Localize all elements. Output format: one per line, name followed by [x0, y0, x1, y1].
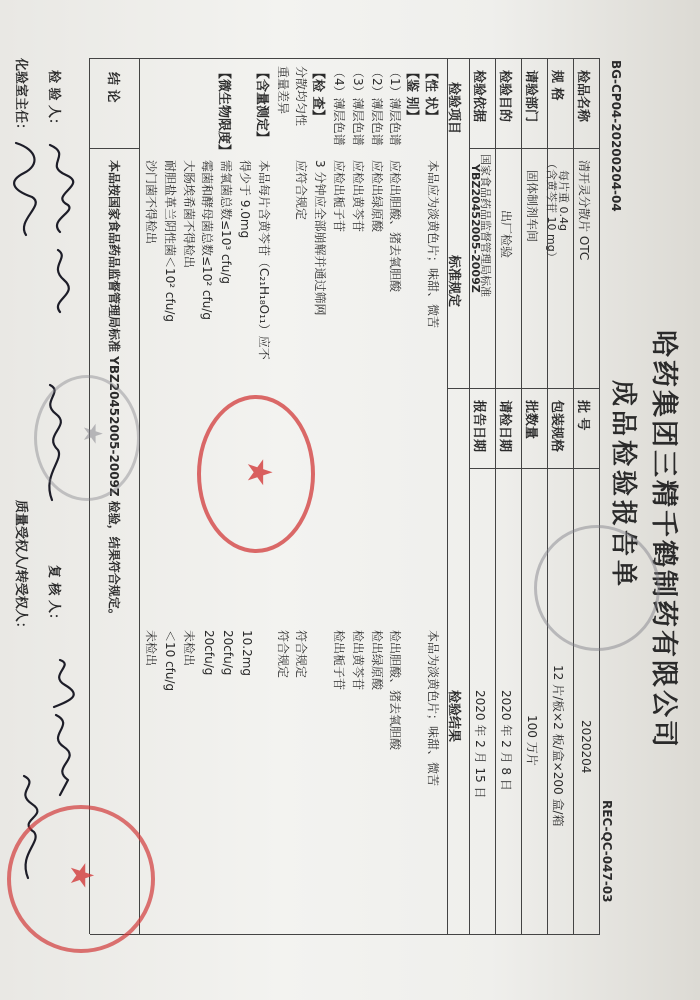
spec-value: 每片重 0.4g — [557, 170, 570, 231]
test-item-standard: 得少于 9.0mg — [238, 160, 252, 239]
signature-director — [6, 135, 46, 255]
inspection-seal-stamp — [534, 525, 660, 651]
report-date-value: 2020 年 2 月 15 日 — [473, 690, 487, 799]
product-name-label: 检品名称 — [575, 70, 590, 123]
company-name: 哈药集团三精千鹤制药有限公司 — [648, 330, 679, 750]
batch-qty-value: 100 万片 — [525, 715, 539, 766]
test-item-result: 检出黄芩苷 — [350, 630, 365, 691]
test-item-name: 分散均匀性 — [294, 66, 309, 127]
inspection-seal-stamp-2: ★ — [34, 375, 140, 501]
director-label: 化验室主任： — [13, 58, 28, 137]
col-result-header: 检验结果 — [446, 690, 461, 743]
purpose-label: 检验目的 — [497, 70, 512, 123]
test-item-standard: 应符合规定 — [294, 160, 309, 221]
test-item-result: 符合规定 — [275, 630, 290, 679]
batch-value: 2020204 — [579, 720, 593, 774]
test-item-result: ＜10 cfu/g — [162, 630, 177, 692]
test-item-result: 未检出 — [181, 630, 196, 667]
batch-qty-label: 批数量 — [523, 400, 538, 440]
product-name-value: 清开灵分散片 OTC — [577, 160, 591, 261]
test-item-name: （4）薄层色谱 — [332, 66, 346, 146]
test-item-standard: 应检出栀子苷 — [332, 160, 346, 233]
basis-value: 国家食品药品监督管理局标准 — [479, 154, 492, 297]
test-item-standard: 本品每片含黄芩苷（C₂₁H₁₈O₁₁）应不 — [256, 160, 271, 360]
col-item-header: 检验项目 — [446, 82, 461, 135]
basis-label: 检验依据 — [471, 70, 486, 123]
company-seal-stamp: ★ — [197, 395, 315, 553]
qa-label: 质量受权人/转受权人： — [13, 500, 28, 635]
test-item-standard: 大肠埃希菌不得检出 — [181, 160, 196, 269]
test-item-standard: 沙门菌不得检出 — [144, 160, 158, 245]
doc-code-left: BG-CP04-20200204-04 — [609, 60, 623, 212]
test-item-result: 检出绿原酸 — [369, 630, 384, 691]
test-item-result: 20cfu/g — [221, 630, 236, 676]
test-item-name: 【微生物限度】 — [216, 66, 232, 158]
test-item-result: 检出栀子苷 — [332, 630, 346, 691]
test-item-standard: 霉菌和酵母菌总数≤10² cfu/g — [200, 160, 215, 321]
spec-value-b: （含黄芩苷 10 mg） — [545, 158, 558, 263]
test-item-result: 符合规定 — [294, 630, 309, 679]
test-item-name: （2）薄层色谱 — [369, 66, 384, 146]
test-item-result: 20cfu/g — [202, 630, 217, 676]
qc-department-stamp: ★ — [7, 805, 155, 953]
test-item-name: 【鉴 别】 — [404, 66, 420, 123]
package-spec-value: 12 片/板×2 板/盒×200 盒/箱 — [551, 665, 565, 827]
test-item-name: （3）薄层色谱 — [350, 66, 365, 146]
inspector-label: 检 验 人： — [46, 70, 61, 132]
conclusion-label: 结 论 — [105, 72, 120, 103]
test-item-name: （1）薄层色谱 — [388, 66, 403, 146]
report-title: 成品检验报告单 — [608, 380, 638, 591]
test-item-standard: 耐胆盐革兰阴性菌＜10² cfu/g — [162, 160, 177, 322]
reviewer-label: 复 核 人： — [46, 565, 61, 627]
test-item-standard: 应检出黄芩苷 — [350, 160, 365, 233]
purpose-value: 出厂检验 — [499, 210, 513, 259]
col-standard-header: 标准规定 — [446, 255, 461, 308]
test-item-result: 本品为淡黄色片；味甜、微苦 — [426, 630, 440, 787]
test-item-name: 【性 状】 — [423, 66, 438, 123]
test-item-result: 未检出 — [144, 630, 158, 667]
doc-code-right: REC-QC-047-03 — [600, 800, 614, 903]
basis-value-b: YBZ20452005-2009Z — [469, 164, 482, 293]
report-date-label: 报告日期 — [471, 400, 486, 453]
signature-reviewer — [40, 655, 80, 805]
test-item-name: 重量差异 — [275, 66, 290, 115]
test-item-name: 【检 查】 — [310, 66, 326, 123]
request-date-value: 2020 年 2 月 8 日 — [499, 690, 513, 791]
test-item-name: 【含量测定】 — [253, 66, 269, 145]
test-item-standard: 应检出绿原酸 — [369, 160, 384, 233]
test-item-standard: 应检出胆酸、猪去氧胆酸 — [388, 160, 403, 293]
conclusion-text: 本品按国家食品药品监督管理局标准 YBZ20452005-2009Z 检验，结果符合规定。 — [107, 160, 121, 621]
dept-value: 固体制剂车间 — [525, 170, 539, 243]
test-item-standard: 本品应为淡黄色片；味甜、微苦 — [426, 160, 440, 329]
test-item-standard: 需氧菌总数≤10³ cfu/g — [219, 160, 234, 285]
request-date-label: 请检日期 — [497, 400, 512, 453]
spec-label: 规 格 — [549, 70, 564, 101]
test-item-result: 10.2mg — [240, 630, 254, 677]
test-item-standard: 3 分钟应全部崩解并通过筛网 — [313, 160, 328, 316]
package-spec-label: 包装规格 — [549, 400, 564, 453]
test-item-result: 检出胆酸、猪去氧胆酸 — [388, 630, 403, 751]
batch-label: 批 号 — [575, 400, 590, 431]
dept-label: 请验部门 — [523, 70, 538, 123]
